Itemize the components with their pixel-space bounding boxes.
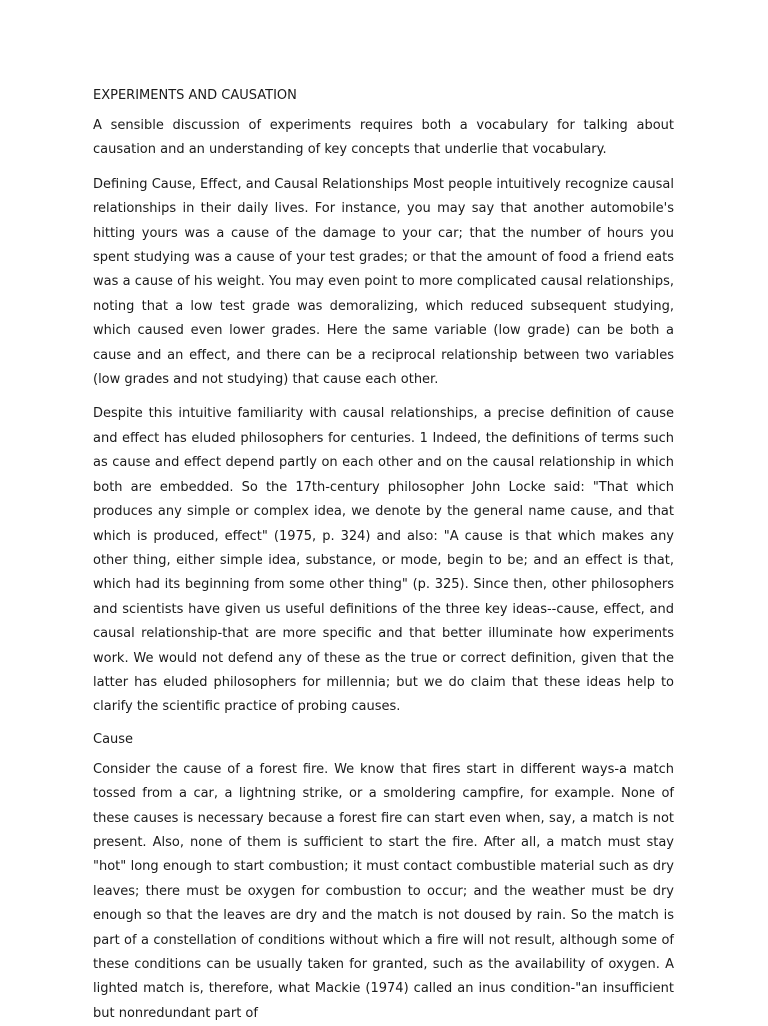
intro-paragraph: A sensible discussion of experiments requires both a vocabulary for talking about causation and an understanding of key concepts that underlie that vocabulary.	[93, 118, 674, 158]
cause-paragraph: Consider the cause of a forest fire. We know that fires start in different ways-a match tossed from a car, a lightning strike, or a smoldering campfire, for example. None of these causes is necessary because a forest fire can start even when, say, a match is not present. Also, none of them is sufficient to start the fire. After all, a match must stay "hot" long enough to start combustion; it must contact combustible material such as dry leaves; there must be oxygen for combustion to occur; and the weather must be dry enough so that the leaves are dry and the match is not doused by rain. So the match is part of a constellation of conditions without which a fire will not result, although some of these conditions can be usually taken for granted, such as the availability of oxygen. A lighted match is, therefore, what Mackie (1974) called an inus condition-"an insufficient but nonredundant part of	[93, 761, 674, 1021]
cause-subheading: Cause	[93, 731, 134, 747]
despite-paragraph: Despite this intuitive familiarity with causal relationships, a precise definition of cause and effect has eluded philosophers for centuries. 1 Indeed, the definitions of terms such as cause and effect depend partly on each other and on the causal relationship in which both are embedded. So the 17th-century philosopher John Locke said: "That which produces any simple or complex idea, we denote by the general name cause, and that which is produced, effect" (1975, p. 324) and also: "A cause is that which makes any other thing, either simple idea, substance, or mode, begin to be; and an effect is that, which had its beginning from some other thing" (p. 325). Since then, other philosophers and scientists have given us useful definitions of the three key ideas--cause, effect, and causal relationship-that are more specific and that better illuminate how experiments work. We would not defend any of these as the true or correct definition, given that the latter has eluded philosophers for millennia; but we do claim that these ideas help to clarify the scientific practice of probing causes.	[93, 406, 674, 715]
defining-cause-paragraph: Defining Cause, Effect, and Causal Relationships Most people intuitively recognize causal relationships in their daily lives. For instance, you may say that another automobile's hitting yours was a cause of the damage to your car; that the number of hours you spent studying was a cause of your test grades; or that the amount of food a friend eats was a cause of his weight. You may even point to more complicated causal relationships, noting that a low test grade was demoralizing, which reduced subsequent studying, which caused even lower grades. Here the same variable (low grade) can be both a cause and an effect, and there can be a reciprocal relationship between two variables (low grades and not studying) that cause each other.	[93, 176, 674, 388]
document-page	[93, 86, 674, 1026]
document-title: EXPERIMENTS AND CAUSATION	[93, 88, 297, 103]
